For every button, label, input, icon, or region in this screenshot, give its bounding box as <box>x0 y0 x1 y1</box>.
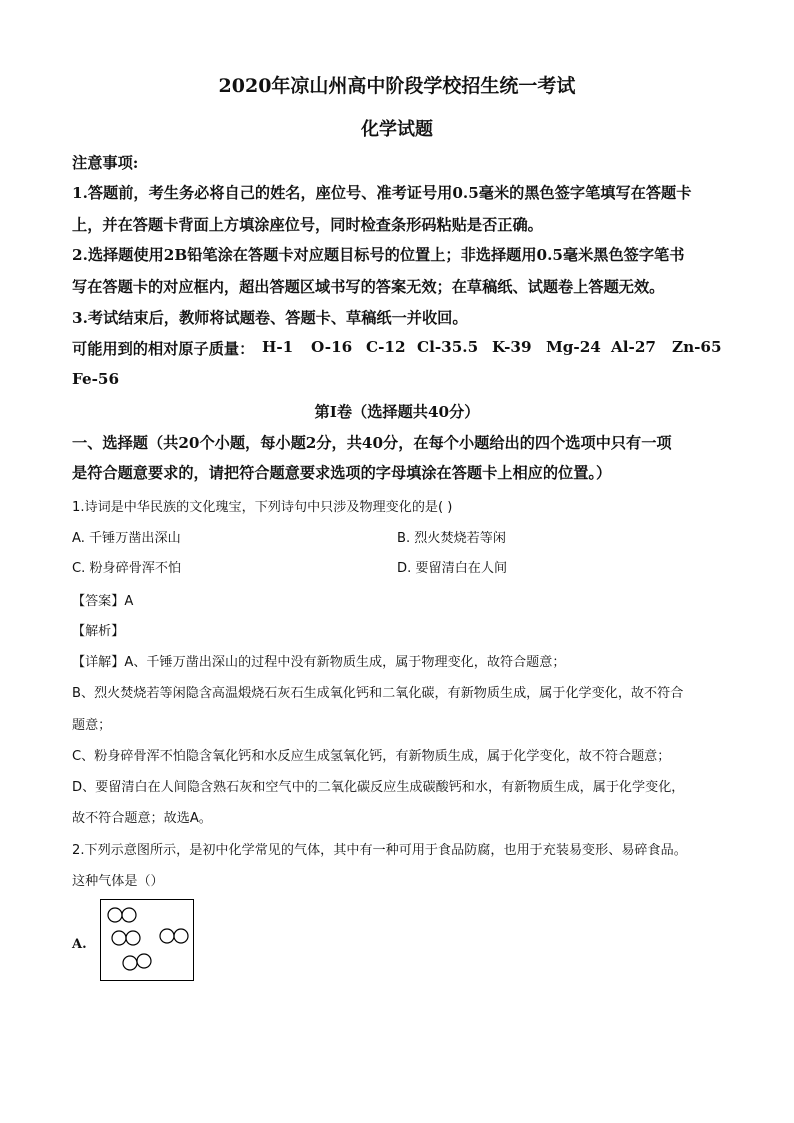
atom <box>174 929 188 943</box>
q1-detail-line-5: D、要留清白在人间隐含熟石灰和空气中的二氧化碳反应生成碳酸钙和水，有新物质生成，属于化学变化， <box>72 780 685 795</box>
atomic-mass-fe: Fe-56 <box>72 370 120 388</box>
atom <box>108 908 122 922</box>
atomic-mass-zn: Zn-65 <box>672 338 722 356</box>
q1-detail-line-1: 【详解】A、千锤万凿出深山的过程中没有新物质生成，属于物理变化，故符合题意； <box>72 655 566 670</box>
section-intro-line-1: 一、选择题（共20个小题，每小题2分，共40分，在每个小题给出的四个选项中只有一项 <box>72 434 672 452</box>
exam-title: 2020年凉山州高中阶段学校招生统一考试 <box>218 75 576 97</box>
atom <box>112 931 126 945</box>
atomic-mass-cl: Cl-35.5 <box>417 338 479 356</box>
notice-item-2-line-2: 写在答题卡的对应框内，超出答题区域书写的答案无效；在草稿纸、试题卷上答题无效。 <box>72 278 665 296</box>
q2-option-a-label: A. <box>72 937 87 952</box>
q1-detail-line-4: C、粉身碎骨浑不怕隐含氧化钙和水反应生成氢氧化钙，有新物质生成，属于化学变化，故不符合题意； <box>72 749 671 764</box>
atomic-mass-mg: Mg-24 <box>546 338 601 356</box>
atomic-mass-c: C-12 <box>366 338 406 356</box>
atomic-mass-k: K-39 <box>492 338 532 356</box>
q1-option-d: D. 要留清白在人间 <box>397 561 508 576</box>
q1-detail-line-2: B、烈火焚烧若等闲隐含高温煅烧石灰石生成氧化钙和二氧化碳，有新物质生成，属于化学变化，故不符合 <box>72 686 684 701</box>
atomic-mass-h: H-1 <box>262 338 294 356</box>
atomic-mass-al: Al-27 <box>611 338 656 356</box>
atomic-mass-label: 可能用到的相对原子质量： <box>72 340 255 358</box>
atom <box>160 929 174 943</box>
q1-answer: 【答案】A <box>72 594 134 609</box>
atom <box>126 931 140 945</box>
molecule-4 <box>123 954 151 970</box>
q1-detail-line-6: 故不符合题意；故选A。 <box>72 811 212 826</box>
q1-analysis-label: 【解析】 <box>72 624 125 639</box>
atomic-mass-o: O-16 <box>311 338 353 356</box>
q1-option-b: B. 烈火焚烧若等闲 <box>397 531 506 546</box>
section-title: 第I卷（选择题共40分） <box>314 403 480 421</box>
q2-stem-line-2: 这种气体是（） <box>72 874 164 889</box>
q2-molecule-diagram-a <box>100 899 194 981</box>
molecule-1 <box>108 908 136 922</box>
molecule-2 <box>112 931 140 945</box>
q1-option-a: A. 千锤万凿出深山 <box>72 531 181 546</box>
atom <box>123 956 137 970</box>
notice-item-1-line-1: 1.答题前，考生务必将自己的姓名，座位号、准考证号用0.5毫米的黑色签字笔填写在答题卡 <box>72 184 692 202</box>
q1-option-c: C. 粉身碎骨浑不怕 <box>72 561 182 576</box>
q1-detail-line-3: 题意； <box>72 718 112 733</box>
section-intro-line-2: 是符合题意要求的，请把符合题意要求选项的字母填涂在答题卡上相应的位置。） <box>72 464 612 482</box>
atom <box>122 908 136 922</box>
notice-item-3: 3.考试结束后，教师将试题卷、答题卡、草稿纸一并收回。 <box>72 309 468 327</box>
q1-stem: 1.诗词是中华民族的文化瑰宝，下列诗句中只涉及物理变化的是( ) <box>72 500 453 515</box>
notice-item-1-line-2: 上，并在答题卡背面上方填涂座位号，同时检查条形码粘贴是否正确。 <box>72 216 543 234</box>
molecule-3 <box>160 929 188 943</box>
q2-stem-line-1: 2.下列示意图所示，是初中化学常见的气体，其中有一种可用于食品防腐，也用于充装易变形、易碎食品。 <box>72 843 687 858</box>
molecule-diagram-svg <box>101 900 193 980</box>
notice-heading: 注意事项: <box>72 154 139 172</box>
notice-item-2-line-1: 2.选择题使用2B铅笔涂在答题卡对应题目标号的位置上；非选择题用0.5毫米黑色签字笔书 <box>72 246 685 264</box>
atom <box>137 954 151 968</box>
subject-title: 化学试题 <box>361 119 433 140</box>
